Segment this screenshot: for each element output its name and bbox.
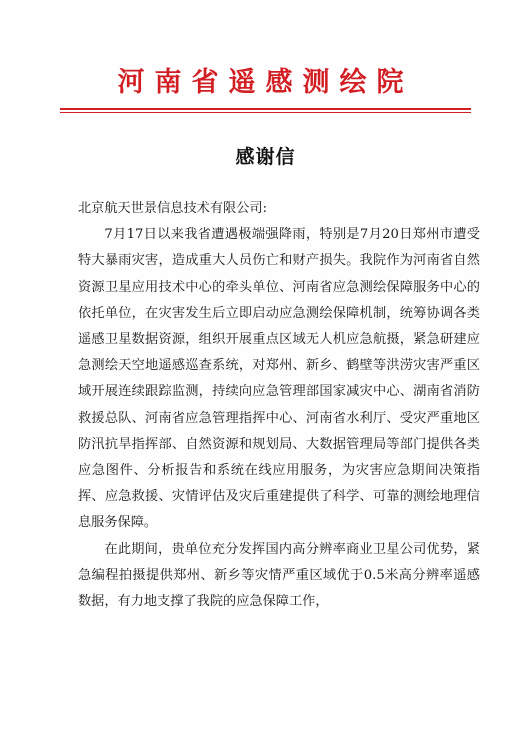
letter-body <box>78 196 480 615</box>
letterhead-divider-thin <box>60 112 471 113</box>
document-title: 感谢信 <box>235 146 296 168</box>
salutation: 北京航天世景信息技术有限公司: <box>78 201 268 216</box>
letterhead-org-name: 河南省遥感测绘院 <box>117 67 414 98</box>
letterhead-divider <box>60 108 471 110</box>
body-paragraph-2: 在此期间，贵单位充分发挥国内高分辨率商业卫星公司优势，紧急编程拍摄提供郑州、新乡等灾情严重区域优于0.5米高分辨率遥感数据，有力地支撑了我院的应急保障工作， <box>78 541 480 610</box>
body-paragraph-1: 7月17日以来我省遭遇极端强降雨，特别是7月20日郑州市遭受特大暴雨灾害，造成重大人员伤亡和财产损失。我院作为河南省自然资源卫星应用技术中心的牵头单位、河南省应急测绘保障服务中心的依托单位，在灾害发生后立即启动应急测绘保障机制，统筹协调各类遥感卫星数据资源，组织开展重点区域无人机应急航摄，紧急研建应急测绘天空地遥感巡查系统，对郑州、新乡、鹤壁等洪涝灾害严重区域开展连续跟踪监测，持续向应急管理部国家减灾中心、湖南省消防救援总队、河南省应急管理指挥中心、河南省水利厅、受灾严重地区防汛抗旱指挥部、自然资源和规划局、大数据管理局等部门提供各类应急图件、分析报告和系统在线应用服务，为灾害应急期间决策指挥、应急救援、灾情评估及灾后重建提供了科学、可靠的测绘地理信息服务保障。 <box>78 227 480 531</box>
